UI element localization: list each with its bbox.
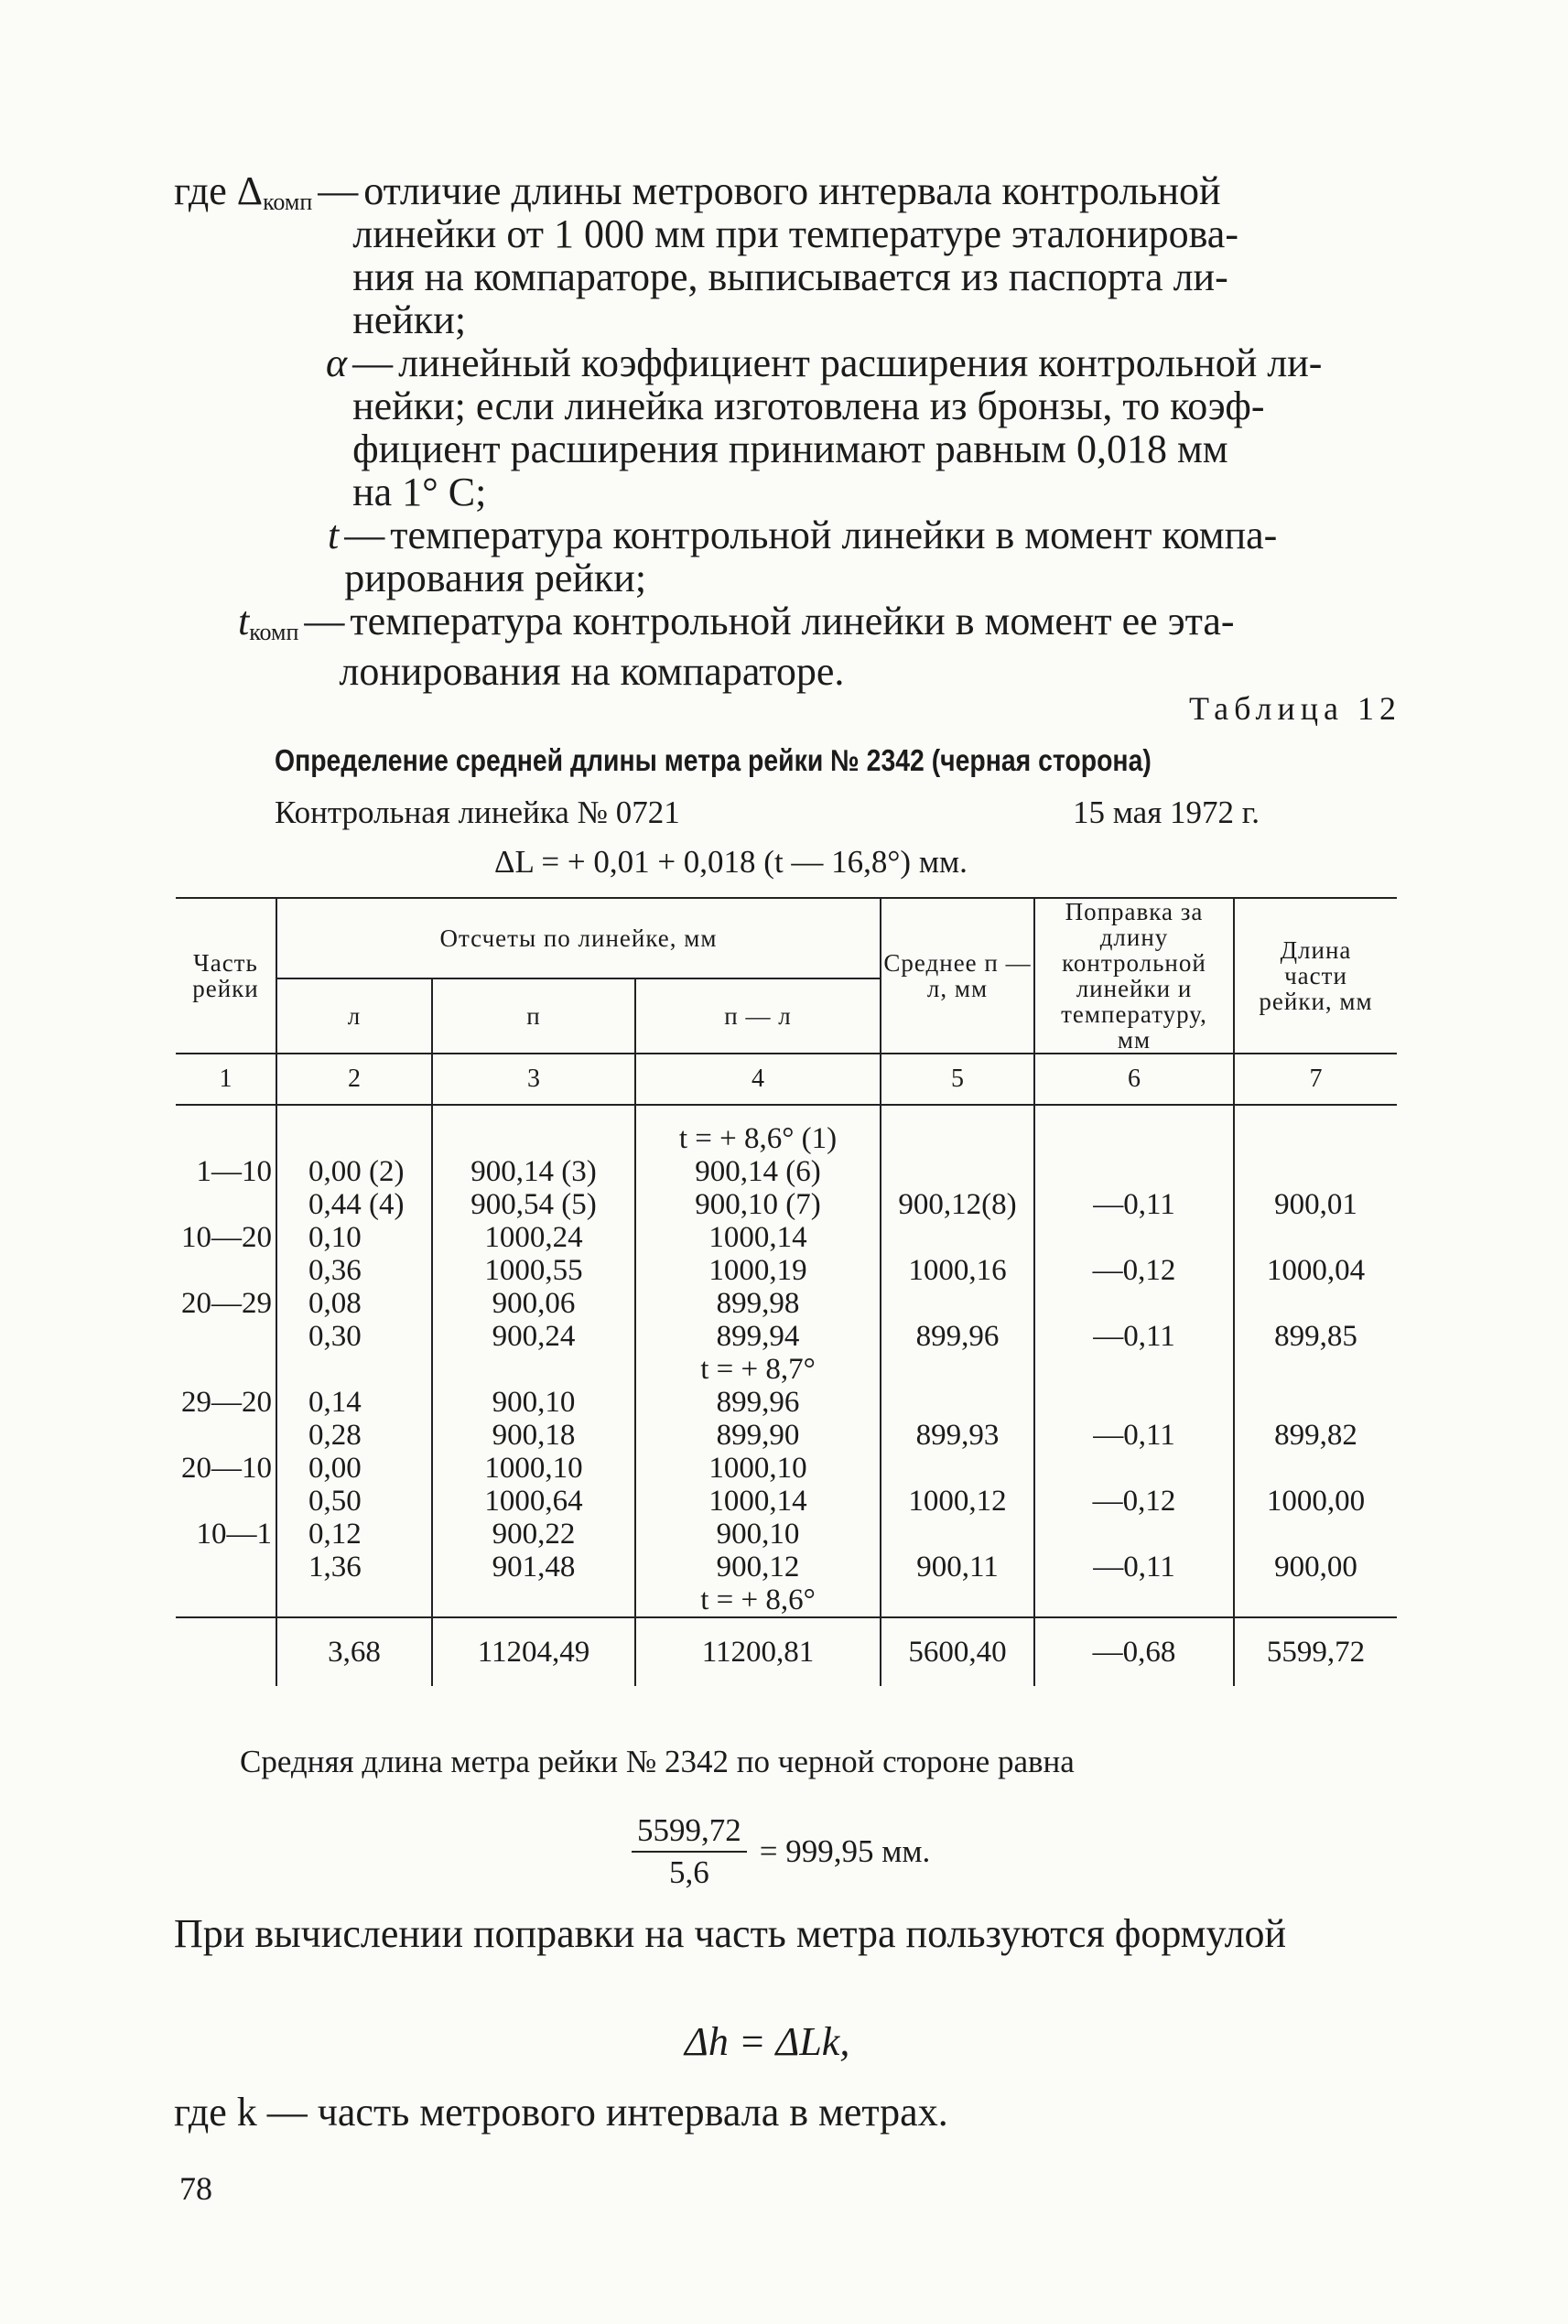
- table-cell: [176, 1320, 276, 1353]
- table-cell: 10—1: [196, 1518, 272, 1551]
- table-cell: 1000,12: [908, 1485, 1007, 1518]
- definition-text: отличие длины метрового интервала контрольной линейки от 1 000 мм при температуре эталонирова- ния на компараторе, выписывается из паспорта ли- нейки;: [352, 168, 1238, 342]
- control-ruler: Контрольная линейка № 0721: [275, 794, 680, 830]
- column-number: 3: [432, 1054, 635, 1105]
- table-cell: [1035, 1584, 1233, 1616]
- table-cell: 900,10: [492, 1386, 576, 1419]
- column-number: 7: [1234, 1054, 1397, 1105]
- table-caption: Определение средней длины метра рейки № 2342 (черная сторона): [275, 743, 1152, 777]
- table-cell: 0,50: [308, 1485, 362, 1518]
- definition-t: t — температура контрольной линейки в момент компа- рирования рейки;: [174, 513, 1400, 600]
- table-cell: 1000,10: [484, 1452, 583, 1485]
- table-cell: 899,82: [1274, 1419, 1357, 1452]
- header-l: л: [276, 978, 432, 1054]
- table-cell: 900,24: [492, 1320, 576, 1353]
- table-cell: 900,12: [716, 1551, 800, 1584]
- table-cell: 10—20: [181, 1221, 272, 1254]
- table-cell: [1035, 1122, 1233, 1155]
- table-cell: [1035, 1353, 1233, 1386]
- table-cell: 1000,00: [1266, 1485, 1366, 1518]
- table-cell: [1035, 1287, 1233, 1320]
- table-cell: [881, 1452, 1033, 1485]
- mean-length-formula: [632, 1812, 930, 1891]
- column-length: [1234, 1105, 1397, 1617]
- table-cell: 0,36: [308, 1254, 362, 1287]
- fraction-numerator: 5599,72: [632, 1812, 747, 1853]
- table-cell: [881, 1353, 1033, 1386]
- table-cell: 20—29: [181, 1287, 272, 1320]
- table-cell: [881, 1122, 1033, 1155]
- column-number: 4: [635, 1054, 881, 1105]
- definition-term: α: [326, 340, 348, 385]
- column-number: 2: [276, 1054, 432, 1105]
- table-cell: 1000,16: [908, 1254, 1007, 1287]
- definition-alpha: α — линейный коэффициент расширения контрольной ли- нейки; если линейка изготовлена из бронзы, то коэф- фициент расширения принимают равным 0,018 мм на 1° С;: [174, 341, 1400, 513]
- table-cell: 899,96: [716, 1386, 800, 1419]
- table-cell: 900,00: [1274, 1551, 1357, 1584]
- table-cell: [1235, 1287, 1397, 1320]
- table-cell: [881, 1287, 1033, 1320]
- table-cell: [1235, 1584, 1397, 1616]
- column-mean: [881, 1105, 1034, 1617]
- part-correction-formula: Δh = ΔLk,: [685, 2019, 850, 2064]
- table-cell: 1000,14: [708, 1221, 807, 1254]
- table-cell: [881, 1518, 1033, 1551]
- table-cell: 900,18: [492, 1419, 576, 1452]
- table-cell: 899,98: [716, 1287, 800, 1320]
- table-cell: [176, 1254, 276, 1287]
- definitions: [174, 169, 1400, 693]
- column-number: 5: [881, 1054, 1034, 1105]
- definition-term: $t_{комп}$: [238, 599, 299, 645]
- definition-t-komp: $t_{комп}$ — температура контрольной линейки в момент ее эта- лонирования на компараторе.: [174, 600, 1400, 693]
- column-p: [432, 1105, 635, 1617]
- table-number: Таблица 12: [1189, 690, 1401, 727]
- table-cell: 1000,64: [484, 1485, 583, 1518]
- table-date: 15 мая 1972 г.: [1073, 794, 1260, 830]
- table-cell: [277, 1353, 431, 1386]
- table-cell: 1000,10: [708, 1452, 807, 1485]
- table-cell: 900,06: [492, 1287, 576, 1320]
- column-part: [176, 1105, 276, 1617]
- definition-text: температура контрольной линейки в момент ее эта- лонирования на компараторе.: [339, 599, 1235, 694]
- table-cell: —0,11: [1093, 1188, 1175, 1221]
- total-cell: —0,68: [1034, 1617, 1234, 1686]
- table-cell: 0,00 (2): [308, 1155, 405, 1188]
- definition-term: t: [328, 513, 340, 557]
- table-cell: 900,11: [916, 1551, 999, 1584]
- table-cell: [1235, 1155, 1397, 1188]
- column-p-minus-l: [635, 1105, 881, 1617]
- column-l: [276, 1105, 432, 1617]
- summary-text: Средняя длина метра рейки № 2342 по черной стороне равна: [240, 1744, 1075, 1779]
- table-cell: 0,00: [308, 1452, 362, 1485]
- k-definition: где k — часть метрового интервала в метрах.: [174, 2090, 948, 2135]
- table-cell: [1035, 1221, 1233, 1254]
- table-cell: [881, 1386, 1033, 1419]
- total-cell: 5599,72: [1234, 1617, 1397, 1686]
- definition-term: где $\Delta_{комп}$: [174, 168, 313, 215]
- table-cell: [881, 1584, 1033, 1616]
- table-cell: 899,90: [716, 1419, 800, 1452]
- total-cell: 3,68: [276, 1617, 432, 1686]
- table-cell: [1235, 1452, 1397, 1485]
- page-number: 78: [179, 2170, 212, 2207]
- correction-formula: ΔL = + 0,01 + 0,018 (t — 16,8°) мм.: [494, 844, 968, 880]
- data-table: [176, 897, 1397, 1686]
- definition-text: температура контрольной линейки в момент компа- рирования рейки;: [344, 513, 1278, 600]
- table-body-row: [176, 1105, 1397, 1617]
- header-p-minus-l: п — л: [635, 978, 881, 1054]
- table-cell: 1000,24: [484, 1221, 583, 1254]
- table-cell: [881, 1155, 1033, 1188]
- table-cell: 900,22: [492, 1518, 576, 1551]
- table-cell: [176, 1188, 276, 1221]
- table-cell: —0,11: [1093, 1320, 1175, 1353]
- header-mean: Среднее п — л, мм: [881, 898, 1034, 1054]
- table-cell: 900,54 (5): [470, 1188, 597, 1221]
- table-cell: —0,12: [1092, 1485, 1176, 1518]
- table-cell: [433, 1353, 634, 1386]
- table-cell: 1,36: [308, 1551, 362, 1584]
- table-cell: 900,10: [716, 1518, 800, 1551]
- table-cell: 1000,04: [1266, 1254, 1366, 1287]
- table-cell: 0,12: [308, 1518, 362, 1551]
- table-cell: 900,10 (7): [695, 1188, 821, 1221]
- table-cell: [176, 1551, 276, 1584]
- table-cell: [176, 1419, 276, 1452]
- column-number: 1: [176, 1054, 276, 1105]
- table-cell: 29—20: [181, 1386, 272, 1419]
- table-cell: [433, 1584, 634, 1616]
- table-cell: [1035, 1155, 1233, 1188]
- table-cell: t = + 8,6° (1): [678, 1122, 838, 1155]
- table-cell: —0,11: [1093, 1419, 1175, 1452]
- total-cell: 5600,40: [881, 1617, 1034, 1686]
- table-cell: 900,01: [1274, 1188, 1357, 1221]
- table-cell: [176, 1584, 276, 1616]
- table-cell: [1035, 1386, 1233, 1419]
- table-cell: 900,14 (3): [470, 1155, 597, 1188]
- table-cell: [1035, 1518, 1233, 1551]
- header-readings: Отсчеты по линейке, мм: [276, 898, 881, 978]
- table-cell: [277, 1584, 431, 1616]
- header-length: Длина части рейки, мм: [1234, 898, 1397, 1054]
- totals-row: [176, 1617, 1397, 1686]
- table-cell: 0,44 (4): [308, 1188, 405, 1221]
- column-correction: [1034, 1105, 1234, 1617]
- table-cell: —0,11: [1093, 1551, 1175, 1584]
- table-cell: 900,14 (6): [695, 1155, 821, 1188]
- table-cell: 1—10: [196, 1155, 272, 1188]
- table-cell: [176, 1485, 276, 1518]
- table-cell: t = + 8,6°: [700, 1584, 816, 1616]
- table-cell: 1000,19: [708, 1254, 807, 1287]
- column-number: 6: [1034, 1054, 1234, 1105]
- table-cell: 0,30: [308, 1320, 362, 1353]
- table-cell: [1235, 1122, 1397, 1155]
- definition-delta-komp: где $\Delta_{комп}$ — отличие длины метрового интервала контрольной линейки от 1 000 мм при температуре эталонирова- ния на компараторе, выписывается из паспорта ли- нейки;: [174, 169, 1400, 341]
- table-cell: [1235, 1386, 1397, 1419]
- table-cell: [176, 1122, 276, 1155]
- table-cell: [176, 1353, 276, 1386]
- table-cell: 20—10: [181, 1452, 272, 1485]
- table-cell: 899,85: [1274, 1320, 1357, 1353]
- table-cell: 900,12(8): [898, 1188, 1017, 1221]
- table-cell: —0,12: [1092, 1254, 1176, 1287]
- definition-text: линейный коэффициент расширения контрольной ли- нейки; если линейка изготовлена из бронзы, то коэф- фициент расширения принимают равным 0,018 мм на 1° С;: [352, 340, 1323, 514]
- table-cell: 1000,14: [708, 1485, 807, 1518]
- table-cell: t = + 8,7°: [700, 1353, 816, 1386]
- table-cell: 0,14: [308, 1386, 362, 1419]
- table-cell: 899,94: [716, 1320, 800, 1353]
- table-cell: 899,93: [915, 1419, 1000, 1452]
- table-cell: 0,28: [308, 1419, 362, 1452]
- header-p: п: [432, 978, 635, 1054]
- total-cell: 11200,81: [635, 1617, 881, 1686]
- header-correction: Поправка за длину контрольной линейки и температуру, мм: [1034, 898, 1234, 1054]
- table-cell: [881, 1221, 1033, 1254]
- total-cell: 11204,49: [432, 1617, 635, 1686]
- table-cell: 1000,55: [484, 1254, 583, 1287]
- paragraph: При вычислении поправки на часть метра пользуются формулой: [174, 1911, 1287, 1956]
- fraction-result: = 999,95 мм.: [759, 1833, 931, 1869]
- table-cell: [277, 1122, 431, 1155]
- table-cell: [1235, 1221, 1397, 1254]
- table-cell: [433, 1122, 634, 1155]
- table-cell: 901,48: [492, 1551, 576, 1584]
- table-cell: 899,96: [915, 1320, 1000, 1353]
- table-cell: 0,08: [308, 1287, 362, 1320]
- table-cell: [1035, 1452, 1233, 1485]
- fraction-denominator: 5,6: [669, 1854, 709, 1890]
- header-part: Часть рейки: [176, 898, 276, 1054]
- table-cell: 0,10: [308, 1221, 362, 1254]
- total-cell: [176, 1617, 276, 1686]
- table-cell: [1235, 1518, 1397, 1551]
- table-cell: [1235, 1353, 1397, 1386]
